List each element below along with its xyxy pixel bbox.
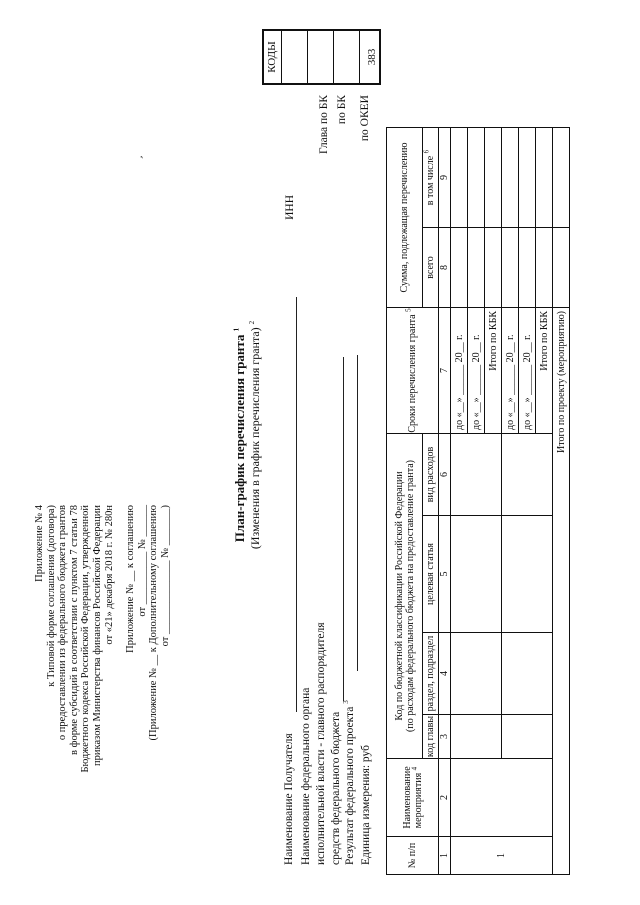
header-chapter: код главы	[423, 715, 439, 759]
date-row: до «__» ______ 20__ г.	[451, 308, 468, 434]
date-row: до «__» ______ 20__ г.	[502, 308, 519, 434]
cell-name	[451, 759, 553, 837]
header-target: целевая статья	[423, 516, 439, 633]
header-total: всего	[423, 228, 439, 308]
appendix-line: Бюджетного кодекса Российской Федерации, утвержденной	[80, 505, 92, 773]
agreement-line: Приложение № __ к соглашению	[125, 505, 137, 653]
supplement-date: от ______________ № _______)	[159, 505, 171, 647]
appendix-line: к Типовой форме соглашения (договора)	[45, 505, 57, 687]
cell-target	[502, 516, 553, 633]
federal-body-label-3: средств федерального бюджета	[330, 711, 342, 865]
date-row: до «__» ______ 20__ г.	[519, 308, 536, 434]
header-name: Наименование мероприятия $^4$	[387, 759, 439, 837]
inn-label: ИНН	[284, 195, 296, 220]
recipient-label: Наименование Получателя	[283, 733, 295, 865]
appendix-line: приказом Министерства финансов Российской Федерации	[91, 505, 103, 766]
row-number: 1	[451, 837, 553, 875]
appendix-line: от «21» декабря 2018 г. № 280н	[103, 505, 115, 645]
col-num: 7	[439, 308, 451, 434]
bk-label: по БК	[336, 95, 348, 125]
cell-target	[451, 516, 502, 633]
cell-total	[451, 228, 468, 308]
cell-incl	[553, 128, 570, 228]
codes-cell-bk	[334, 31, 360, 83]
total-project: Итого по проекту (мероприятию)	[553, 308, 570, 875]
federal-body-label-2: исполнительной власти - главного распорядителя	[315, 622, 327, 865]
federal-body-line	[343, 357, 344, 701]
header-exptype: вид расходов	[423, 434, 439, 516]
header-section: раздел, подраздел	[423, 633, 439, 715]
unit-label: Единица измерения: руб	[360, 745, 372, 865]
col-num: 8	[439, 228, 451, 308]
cell-section	[451, 633, 502, 715]
project-result-line	[357, 355, 358, 671]
cell-incl	[519, 128, 536, 228]
col-num: 6	[439, 434, 451, 516]
cell-incl	[485, 128, 502, 228]
codes-cell-inn	[282, 31, 308, 83]
cell-total	[485, 228, 502, 308]
subtotal-kbk: Итого по КБК	[536, 308, 553, 434]
col-num: 9	[439, 128, 451, 228]
page-subtitle: (Изменения в график перечисления гранта) $^2$	[248, 320, 262, 550]
col-num: 4	[439, 633, 451, 715]
codes-header: КОДЫ	[264, 31, 282, 83]
codes-cell-chapter	[308, 31, 334, 83]
okei-label: по ОКЕИ	[359, 95, 371, 142]
appendix-header	[34, 505, 172, 895]
appendix-line: о предоставлении из федерального бюджета грантов	[57, 505, 69, 741]
col-num: 5	[439, 516, 451, 633]
appendix-line: Приложение № 4	[34, 505, 45, 582]
stray-mark: ,	[134, 151, 145, 160]
subtotal-kbk: Итого по КБК	[485, 308, 502, 434]
col-num: 3	[439, 715, 451, 759]
col-num: 1	[439, 837, 451, 875]
cell-incl	[451, 128, 468, 228]
chapter-label: Глава по БК	[318, 95, 330, 154]
cell-incl	[536, 128, 553, 228]
cell-chapter	[451, 715, 502, 759]
transfer-schedule-table	[386, 127, 570, 875]
appendix-line: в форме субсидий в соответствии с пунктом 7 статьи 78	[68, 505, 80, 755]
header-sum: Сумма, подлежащая перечислению	[387, 128, 423, 308]
date-row: до «__» ______ 20__ г.	[468, 308, 485, 434]
cell-total	[468, 228, 485, 308]
federal-body-label-1: Наименование федерального органа	[300, 687, 312, 865]
supplement-line: (Приложение № __ к Дополнительному соглашению	[148, 505, 160, 741]
col-num: 2	[439, 759, 451, 837]
agreement-date: от __________ № ______	[136, 505, 148, 617]
cell-chapter	[502, 715, 553, 759]
cell-total	[536, 228, 553, 308]
cell-incl	[502, 128, 519, 228]
project-result-label: Результат федерального проекта $^3$	[342, 700, 356, 865]
header-incl: в том числе $^6$	[423, 128, 439, 228]
cell-total	[553, 228, 570, 308]
codes-cell-okei: 383	[366, 48, 378, 66]
header-budget: Код по бюджетной классификации Российской Федерации (по расходам федерального бюджета на предоставление гранта)	[387, 434, 423, 759]
codes-box	[262, 29, 381, 85]
cell-exptype	[451, 434, 502, 516]
page-title: План-график перечисления гранта $^1$	[232, 327, 247, 543]
header-terms: Сроки перечисления гранта $^5$	[387, 308, 439, 434]
cell-total	[519, 228, 536, 308]
cell-section	[502, 633, 553, 715]
cell-exptype	[502, 434, 553, 516]
recipient-line	[296, 297, 297, 712]
cell-total	[502, 228, 519, 308]
cell-incl	[468, 128, 485, 228]
header-num: № п/п	[387, 837, 439, 875]
